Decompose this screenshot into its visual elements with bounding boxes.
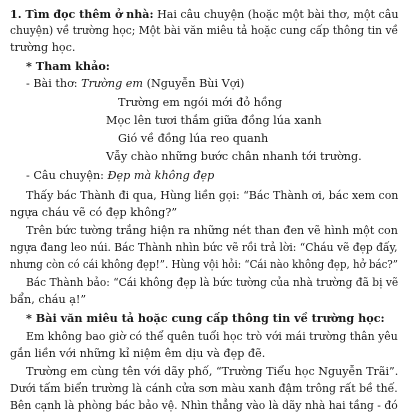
story-line: Trên bức tường trắng hiện ra những nét than đen vẽ hình một con	[26, 224, 398, 237]
essay-line: Bên cạnh là phòng bác bảo vệ. Nhìn thẳng vào là dãy nhà hai tầng - đó	[10, 399, 398, 412]
essay-line: Dưới tấm biển trường là cánh cửa sơn màu xanh đậm trông rất bề thế.	[10, 382, 398, 395]
essay-line: gắn liền với những kỉ niệm êm dịu và đẹp đẽ.	[10, 347, 266, 360]
essay-line: Em không bao giờ có thể quên tuổi học trò với mái trường thân yêu	[26, 330, 398, 343]
poem-line: Mọc lên tươi thắm giữa đồng lúa xanh	[106, 114, 322, 127]
story-line: ngựa đang leo núi. Bác Thành nhìn bức vẽ rồi trả lời: “Cháu vẽ đẹp đấy,	[10, 241, 398, 254]
poem-author: (Nguyễn Bùi Vợi)	[143, 77, 245, 90]
essay-heading: * Bài văn miêu tả hoặc cung cấp thông tin về trường học:	[26, 311, 385, 325]
story-line: Bác Thành bảo: “Cái không đẹp là bức tường của nhà trường đã bị vẽ	[26, 276, 399, 289]
section-1-line-3: trường học.	[10, 41, 76, 54]
story-line: nhưng còn có cái không đẹp!”. Hùng vội hỏi: “Cái nào không đẹp, hở bác?”	[10, 258, 399, 271]
story-line: ngựa cháu vẽ có đẹp không?”	[10, 206, 178, 219]
section-1-title: 1. Tìm đọc thêm ở nhà:	[10, 7, 154, 21]
section-1-line-1	[10, 7, 398, 22]
poem-intro	[26, 77, 244, 91]
story-line: bẩn, cháu ạ!”	[10, 293, 87, 306]
story-prefix: - Câu chuyện:	[26, 169, 108, 182]
poem-line: Trường em ngói mới đỏ hồng	[118, 96, 283, 109]
poem-prefix: - Bài thơ:	[26, 77, 82, 90]
story-line: Thấy bác Thành đi qua, Hùng liền gọi: “Bác Thành ơi, bác xem con	[26, 189, 399, 202]
section-1-title-rest: Hai câu chuyện (hoặc một bài thơ, một câu	[153, 8, 399, 21]
poem-title: Trường em	[81, 77, 144, 90]
poem-line: Vẫy chào những bước chân nhanh tới trường.	[106, 150, 362, 163]
story-title: Đẹp mà không đẹp	[107, 169, 215, 182]
essay-line: Trường em cùng tên với dãy phố, “Trường Tiểu học Nguyễn Trãi”.	[26, 365, 399, 378]
story-intro	[26, 169, 214, 183]
tham-khao-label: * Tham khảo:	[26, 59, 110, 73]
poem-line: Gió về đồng lúa reo quanh	[118, 132, 269, 145]
section-1-line-2: chuyện) về trường học; Một bài văn miêu tả hoặc cung cấp thông tin về	[10, 24, 399, 37]
